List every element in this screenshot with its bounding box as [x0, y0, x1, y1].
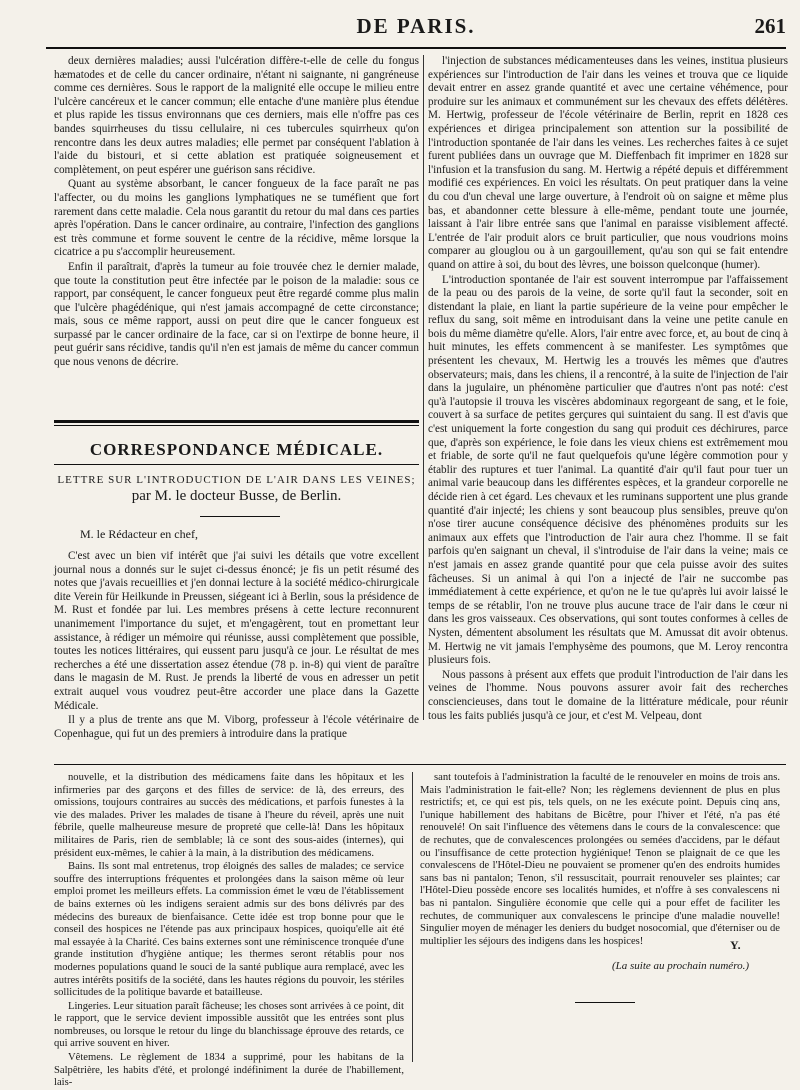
feuilleton-column-left	[54, 772, 404, 1089]
section-title: CORRESPONDANCE MÉDICALE.	[89, 440, 384, 459]
paragraph: Vêtemens. Le règlement de 1834 a supprimé, pour les habitans de la Salpêtrière, les habits d'été, et prolongé indéfiniment la durée de l'habillement, lais-	[54, 1052, 404, 1089]
paragraph: Quant au système absorbant, le cancer fongueux de la face paraît ne pas l'affecter, ou du moins les ganglions lymphatiques ne se tuméfient que fort rarement dans cette maladie. Cela nous garantit du retour du mal dans ces parties après l'opération. Dans le cancer ordinaire, au contraire, l'infection des ganglions est très commune et forme souvent le centre de la récidive, même lorsque la cicatrice a pu s'accomplir heureusement.	[54, 178, 419, 259]
paragraph: Lingeries. Leur situation paraît fâcheuse; les choses sont arrivées à ce point, dit le rapport, que le service devient impossible aussitôt que les entrées sont plus nombreuses, ou lorsque le retour du linge du blanchissage éprouve des retards, ce qui arrive souvent en hiver.	[54, 1000, 404, 1050]
page-number: 261	[754, 14, 786, 38]
section-rule-bottom	[54, 464, 419, 465]
section-rule-top	[54, 420, 419, 423]
paragraph: l'injection de substances médicamenteuses dans les veines, institua plusieurs expériences sur l'introduction de l'air dans les veines et trouva que ce liquide devait entrer en assez grande quantité et avec une certaine véhémence, pour produire sur les animaux et communément sur les chevaux des effets délétères. M. Hertwig, professeur de l'école vétérinaire de Berlin, reprit en 1828 ces expériences et dirigea principalement son attention sur la possibilité de l'introduction spontanée de l'air dans les veines. Les recherches faites à ce sujet furent publiées dans un ouvrage que M. Dieffenbach fit imprimer en 1828 sur l'infusion et la transfusion du sang. M. Hertwig a répété depuis et différemment modifié ces expériences. En voici les résultats. On peut pratiquer dans la veine du cou d'un cheval une large ouverture, à l'endroit où on saigne et même plus bas, et abandonner cette blessure à elle-même, pendant toute une journée, laissant à l'air libre entrée sans que l'animal en paraisse visiblement affecté. L'entrée de l'air produit alors ce bruit particulier, que nous voudrions moins comparer au glouglou ou à un gargouillement, qu'au son qui se fait entendre quand on attire à soi, du bout des lèvres, une boisson quelconque (humer).	[428, 55, 788, 271]
end-rule	[575, 1002, 635, 1003]
feuilleton-rule	[54, 764, 786, 765]
feuilleton-divider	[412, 772, 413, 1062]
letter-byline: par M. le docteur Busse, de Berlin.	[131, 488, 342, 504]
paragraph: deux dernières maladies; aussi l'ulcération diffère-t-elle de celle du fongus hæmatodes et de celle du cancer ordinaire, n'étant ni saignante, ni gangréneuse comme ces dernières. Sous le rapport de la malignité elle occupe le milieu entre l'ulcère cancéreux et le cancer commun; elle entache d'une manière plus étendue et plus rapide les tissus environnans que ces derniers, mais elle n'offre pas ces bandes squirrheuses du tissu cellulaire, ni ces tubercules squirrheux qu'on rencontre dans les deux autres maladies; elle permet par conséquent l'ablation à l'aide du bistouri, et si cette ablation est pratiquée soigneusement et complètement, on peut espérer une guérison sans récidive.	[54, 55, 419, 176]
author-signature: Y.	[730, 938, 741, 952]
paragraph: sant toutefois à l'administration la faculté de le renouveler en moins de trois ans. Mais l'administration le fait-elle? Non; les règlemens deviennent de plus en plus restrictifs; et, ce qui est pis, tels quels, on ne les exécute point. Depuis cinq ans, l'unique habillement des habitans de Bicêtre, pour l'hiver et l'été, n'a pas été renouvelé! On sait l'influence des vêtemens dans le cours de la convalescence: que de rechutes, que de convalescences prolongées ou semées d'accidens, par le défaut ou l'insuffisance de cette protection hygiénique! Tenon se plaignait de ce que les convalescens de l'Hôtel-Dieu ne pouvaient se promener qu'en des endroits humides sans bas ni pantalon; Tenon, s'il ressuscitait, pourrait renouveler ses plaintes; car l'Hôtel-Dieu possède encore ses localités humides, et n'offre à ses convalescens ni bas ni pantalon. Singulière économie que celle qui a pour effet de faciliter les rechutes, de communiquer aux convalescens le principe d'une maladie nouvelle! Singulier moyen de ménager les deniers du budget nosocomial, que d'éterniser ou de multiplier les séjours des indigens dans les hospices!	[420, 772, 780, 947]
paragraph: Nous passons à présent aux effets que produit l'introduction de l'air dans les veines de l'homme. Nous pouvons assurer avoir fait des recherches consciencieuses, dans tout le domaine de la littérature médicale, pour réunir tous les faits publiés jusqu'à ce jour, et c'est M. Velpeau, dont	[428, 668, 788, 722]
paragraph: C'est avec un bien vif intérêt que j'ai suivi les détails que votre excellent journal nous a donnés sur le sujet ci-dessus énoncé; je fis un petit résumé des notes que j'avais recueillies et j'en donnai lecture à la société médico-chirurgicale dite Verein für Heilkunde in Preussen, siégeant ici à Berlin, sous la présidence de M. Rust et fondée par lui. Les membres présens à cette lecture reconnurent unanimement l'importance du sujet, et m'engagèrent, tout en promettant leur assistance, à rédiger un mémoire qui réunisse, aussi complètement que possible, toutes les notices littéraires, qui eussent paru jusqu'à ce jour. Le résultat de mes recherches a été une dissertation assez étendue (78 p. in-8) qui vient de paraître dans le magasin de M. Rust. Je prends la liberté de vous en adresser un petit extrait auquel vous voudrez peut-être accorder une place dans la Gazette Médicale.	[54, 550, 419, 712]
section-rule-top-thin	[54, 425, 419, 426]
continued-note: (La suite au prochain numéro.)	[612, 960, 749, 972]
byline-rule	[200, 516, 280, 517]
paragraph: Bains. Ils sont mal entretenus, trop éloignés des salles de malades; ce service souffre des interruptions fréquentes et prolongées dans la saison même où leur emploi promet les meilleurs effets. La commission émet le vœu de l'établissement de bains externes où les indigens seraient admis sur des bons délivrés par des médecins des bureaux de bienfaisance. Cette idée est trop bonne pour que le conseil des hospices ne l'étende pas aux principaux hospices, quoiqu'elle ait été mal essayée à la Charité. Ces bains externes sont une réminiscence tronquée d'une grande institution d'hygiène antique; les thermes seront rétablis pour nos modernes populations quand le souci de la santé publique aura remplacé, avec les autres intérêts positifs de la société, dans les hautes régions du pouvoir, les stériles sollicitudes de la politique bavarde et batailleuse.	[54, 861, 404, 999]
letter-title: LETTRE SUR L'INTRODUCTION DE L'AIR DANS LES VEINES;	[57, 474, 416, 486]
column-divider	[423, 55, 424, 720]
paragraph: Enfin il paraîtrait, d'après la tumeur au foie trouvée chez le dernier malade, que toute la constitution peut être infectée par le poison de la maladie: sous ce rapport, par conséquent, le cancer fongueux peut être regardé comme plus malin que l'ulcère phagédénique, qui n'est jamais accompagné de cette circonstance; mais, sous ce même rapport, aussi on peut dire que le cancer fongueux est surpassé par le cancer ordinaire de la face, car si on l'extirpe de bonne heure, il peut guérir sans récidive, tandis qu'il n'en est jamais de même du cancer commun que nous venons de décrire.	[54, 260, 419, 369]
paragraph: nouvelle, et la distribution des médicamens faite dans les hôpitaux et les infirmeries par des garçons et des filles de service: de là, des erreurs, des omissions, toujours contraires au succès des médications, et parfois funestes à la vie des malades. Priver les malades de tisane à l'heure du réveil, après une nuit fébrile, quelle malheureuse mesure de propreté que celle-là! Dans les hôpitaux militaires de Paris, rien de semblable; là ce sont des sous-aides (internes), qui président eux-mêmes, le cahier à la main, à la distribution des médicamens.	[54, 772, 404, 859]
masthead: DE PARIS.	[356, 14, 476, 38]
column-left-letter	[54, 550, 419, 740]
page-header	[46, 14, 786, 48]
column-left-top	[54, 55, 419, 407]
paragraph: L'introduction spontanée de l'air est souvent interrompue par l'affaissement de la peau ou des parois de la veine, de sorte qu'il faut la seconder, soit en distendant la plaie, en liant la partie supérieure de la veine pour empêcher le reflux du sang, soit même en introduisant dans la veine une petite canule en bois du même diamètre qu'elle. Alors, l'air entre avec force, et, au bout de cinq à huit minutes, les effets commencent à se manifester. Les symptômes que présentent les chevaux, M. Hertwig les a trouvés les mêmes que d'autres observateurs; mais, dans les chiens, il a rencontré, à la suite de l'injection de l'air dans la jugulaire, un phénomène particulier que d'autres n'ont pas noté: c'est qu'à l'autopsie il trouva les viscères abdominaux regorgeant de sang, et le foie, couvert à sa surface de petites gerçures qui suintaient du sang. Il est d'avis que c'est uniquement la forte congestion du sang qui produit ces déchirures, parce que, d'après son expérience, le foie dans les vieux chiens est extrêmement mou et friable, de sorte qu'il ne faut quelquefois qu'une légère commotion pour y établir des ruptures et tuer l'animal. La quantité d'air qu'il faut pour tuer un animal varie beaucoup dans les différentes espèces, et la grandeur corporelle ne décide rien à cet égard. Les chevaux et les ruminans supportent une plus grande quantité d'air injecté; les chiens y sont beaucoup plus sensibles, preuve qu'on n'ose tirer aucune conséquence décisive des phénomènes produits sur les animaux aux effets que l'introduction de l'air aura chez l'homme. Il se fait parfois qu'en saignant un cheval, il s'introduise de l'air dans la veine; mais ce n'est jamais en assez grande quantité pour que cela puisse avoir des suites fâcheuses. Si un animal à qui l'on a injecté de l'air ne succombe pas immédiatement à cette expérience, et qu'on ne le tue qu'après lui avoir laissé le temps de se rétablir, l'on ne trouve plus aucune trace de l'air dans le cœur ni dans les gros vaisseaux. Ces observations, qui sont toutes conformes à celles de Nysten, démentent absolument les résultats que M. Amussat dit avoir obtenus. M. Hertwig ne vit jamais l'emphysème des poumons, que M. Leroy rencontra plusieurs fois.	[428, 273, 788, 667]
feuilleton-column-right	[420, 772, 780, 972]
header-rule	[46, 47, 786, 49]
paragraph: Il y a plus de trente ans que M. Viborg, professeur à l'école vétérinaire de Copenhague, qui fut un des premiers à introduire dans la pratique	[54, 714, 419, 740]
column-right-top	[428, 55, 788, 723]
salutation: M. le Rédacteur en chef,	[80, 527, 198, 541]
